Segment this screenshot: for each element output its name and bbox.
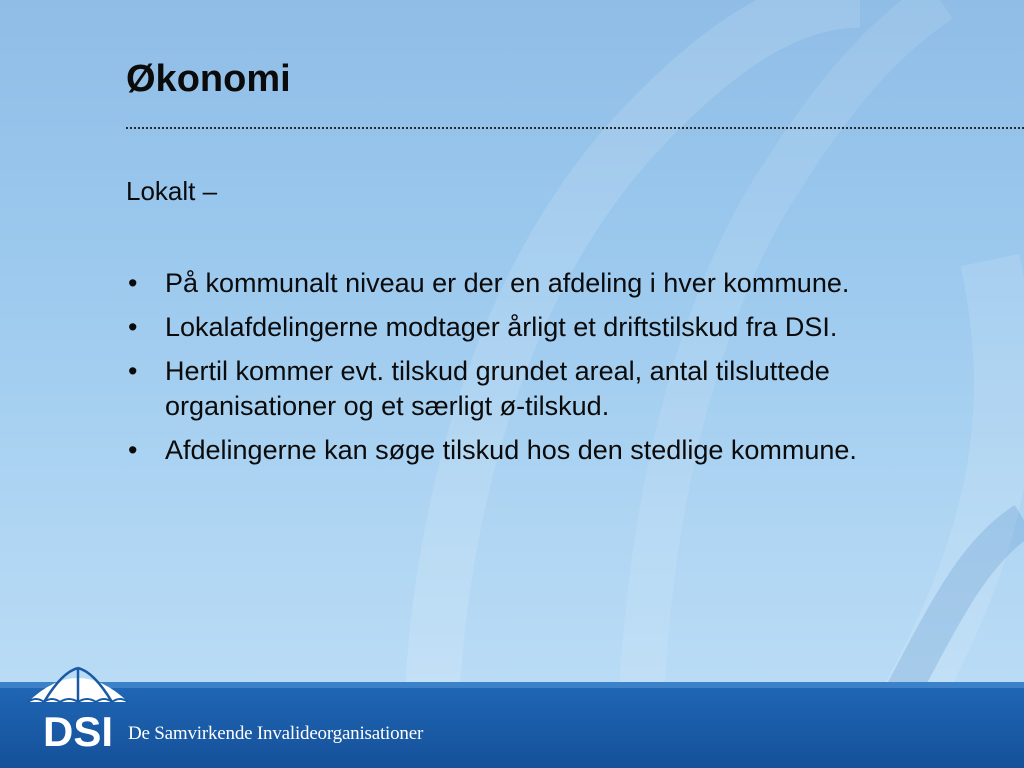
section-subtitle: Lokalt – <box>126 176 218 206</box>
bullet-item <box>126 354 956 424</box>
bullet-item <box>126 310 956 345</box>
logo-text: DSI <box>42 708 114 755</box>
bullet-marker: • <box>128 268 138 298</box>
umbrella-icon <box>28 668 128 702</box>
organization-name: De Samvirkende Invalideorganisationer <box>128 723 424 744</box>
bullet-text: Lokalafdelingerne modtager årligt et driftstilskud fra DSI. <box>165 312 838 342</box>
bullet-text: På kommunalt niveau er der en afdeling i hver kommune. <box>165 268 850 298</box>
bullet-marker: • <box>128 356 138 386</box>
bullet-item <box>126 266 956 301</box>
bullet-marker: • <box>128 435 138 465</box>
title-divider <box>126 127 1024 129</box>
bullet-list <box>126 266 956 477</box>
slide-title: Økonomi <box>126 58 291 100</box>
bullet-item <box>126 433 956 468</box>
bullet-marker: • <box>128 312 138 342</box>
bullet-text: Afdelingerne kan søge tilskud hos den stedlige kommune. <box>165 435 857 465</box>
dsi-logo <box>22 664 134 760</box>
bullet-text: Hertil kommer evt. tilskud grundet areal, antal tilsluttede organisationer og et særligt ø-tilskud. <box>165 356 830 421</box>
